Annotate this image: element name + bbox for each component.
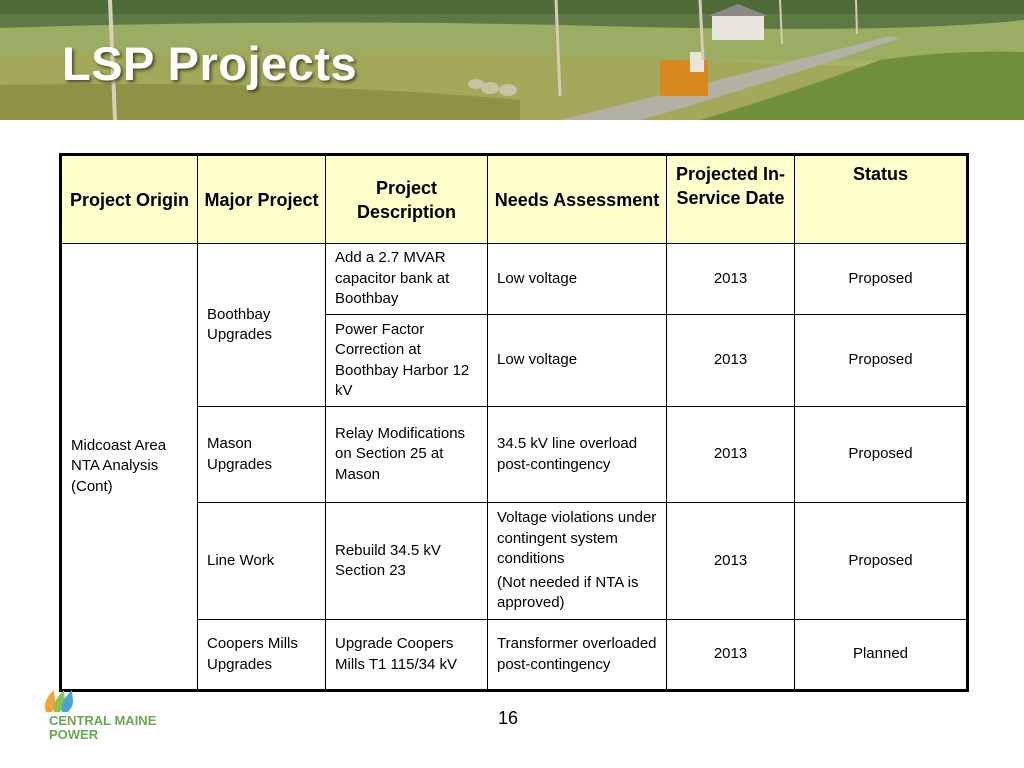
table-row — [61, 620, 968, 691]
header-needs-assessment: Needs Assessment — [488, 155, 667, 244]
status-cell: Proposed — [795, 315, 968, 407]
description-cell: Relay Modifications on Section 25 at Mason — [326, 407, 488, 503]
date-cell: 2013 — [667, 407, 795, 503]
header-project-origin: Project Origin — [61, 155, 198, 244]
major-project-cell: Line Work — [198, 503, 326, 620]
description-cell: Rebuild 34.5 kV Section 23 — [326, 503, 488, 620]
date-cell: 2013 — [667, 315, 795, 407]
description-cell: Power Factor Correction at Boothbay Harbor 12 kV — [326, 315, 488, 407]
date-cell: 2013 — [667, 503, 795, 620]
needs-cell: Transformer overloaded post-contingency — [488, 620, 667, 691]
project-origin-cell: Midcoast Area NTA Analysis (Cont) — [61, 244, 198, 691]
table-row — [61, 244, 968, 315]
major-project-cell: Mason Upgrades — [198, 407, 326, 503]
lsp-projects-table — [59, 153, 969, 692]
slide-title: LSP Projects — [62, 37, 358, 90]
header-banner-photo — [0, 0, 1024, 120]
logo-wordmark — [49, 714, 156, 742]
table-row — [61, 503, 968, 620]
page-number: 16 — [498, 708, 519, 728]
logo-line-2: POWER — [49, 727, 99, 742]
major-project-cell: Coopers Mills Upgrades — [198, 620, 326, 691]
status-cell: Proposed — [795, 244, 968, 315]
header-status: Status — [795, 155, 968, 244]
header-projected-in-service-date: Projected In-Service Date — [667, 155, 795, 244]
header-project-description: Project Description — [326, 155, 488, 244]
needs-note: (Not needed if NTA is approved) — [497, 573, 639, 612]
status-cell: Proposed — [795, 503, 968, 620]
date-cell: 2013 — [667, 620, 795, 691]
table-row — [61, 407, 968, 503]
table-header-row — [61, 155, 968, 244]
major-project-cell: Boothbay Upgrades — [198, 244, 326, 407]
description-cell: Upgrade Coopers Mills T1 115/34 kV — [326, 620, 488, 691]
needs-cell: Low voltage — [488, 315, 667, 407]
needs-cell — [488, 503, 667, 620]
needs-cell: 34.5 kV line overload post-contingency — [488, 407, 667, 503]
header-major-project: Major Project — [198, 155, 326, 244]
date-cell: 2013 — [667, 244, 795, 315]
needs-cell: Low voltage — [488, 244, 667, 315]
needs-text: Voltage violations under contingent system conditions — [497, 509, 657, 568]
status-cell: Planned — [795, 620, 968, 691]
description-cell: Add a 2.7 MVAR capacitor bank at Boothbay — [326, 244, 488, 315]
status-cell: Proposed — [795, 407, 968, 503]
logo-line-1: CENTRAL MAINE — [49, 713, 157, 728]
